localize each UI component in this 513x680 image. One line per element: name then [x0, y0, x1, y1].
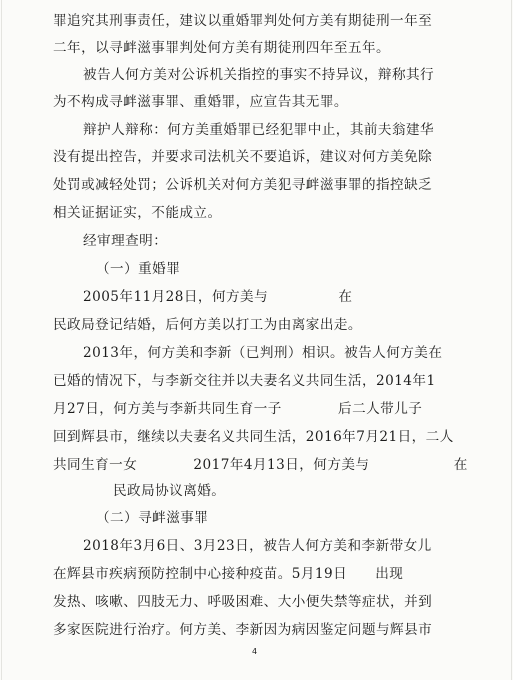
text-line: 民政局协议离婚。 — [113, 483, 226, 499]
text-line: 2018年3月6日、3月23日，被告人何方美和李新带女儿 — [83, 538, 432, 554]
text-line: 2013年，何方美和李新（已判刑）相识。被告人何方美在 — [83, 345, 443, 361]
section-heading: （一）重婚罪 — [96, 261, 181, 277]
text-line: 为不构成寻衅滋事罪、重婚罪，应宣告其无罪。 — [53, 94, 348, 110]
page-number: 4 — [252, 647, 258, 656]
text-line: 已婚的情况下，与李新交往并以夫妻名义共同生活，2014年1 — [53, 373, 436, 389]
text-line: 在辉县市疾病预防控制中心接种疫苗。5月19日 出现 — [53, 566, 404, 582]
text-line: 月27日，何方美与李新共同生育一子 后二人带儿子 — [53, 401, 423, 417]
scan-edge-right — [511, 0, 512, 680]
text-line: 回到辉县市，继续以夫妻名义共同生活，2016年7月21日，二人 — [53, 429, 454, 445]
scan-edge-left — [1, 0, 2, 680]
text-line: 罪追究其刑事责任，建议以重婚罪判处何方美有期徒刑一年至 — [53, 13, 433, 29]
text-line: 发热、咳嗽、四肢无力、呼吸困难、大小便失禁等症状，并到 — [53, 594, 433, 610]
text-line: 多家医院进行治疗。何方美、李新因为病因鉴定问题与辉县市 — [53, 622, 433, 638]
text-line: 民政局登记结婚，后何方美以打工为由离家出走。 — [53, 317, 362, 333]
section-intro: 经审理查明： — [83, 233, 168, 249]
text-line: 2005年11月28日，何方美与 在 — [83, 289, 353, 305]
text-line: 相关证据证实，不能成立。 — [53, 205, 222, 221]
text-line: 辩护人辩称：何方美重婚罪已经犯罪中止，其前夫翁建华 — [83, 122, 435, 138]
text-line: 二年，以寻衅滋事罪判处何方美有期徒刑四年至五年。 — [53, 40, 391, 56]
text-line: 处罚或减轻处罚；公诉机关对何方美犯寻衅滋事罪的指控缺乏 — [53, 177, 433, 193]
text-line: 被告人何方美对公诉机关指控的事实不持异议，辩称其行 — [83, 67, 435, 83]
text-line: 共同生育一女 2017年4月13日，何方美与 在 — [53, 457, 468, 473]
text-line: 没有提出控告，并要求司法机关不要追诉，建议对何方美免除 — [53, 149, 433, 165]
section-heading: （二）寻衅滋事罪 — [96, 510, 209, 526]
